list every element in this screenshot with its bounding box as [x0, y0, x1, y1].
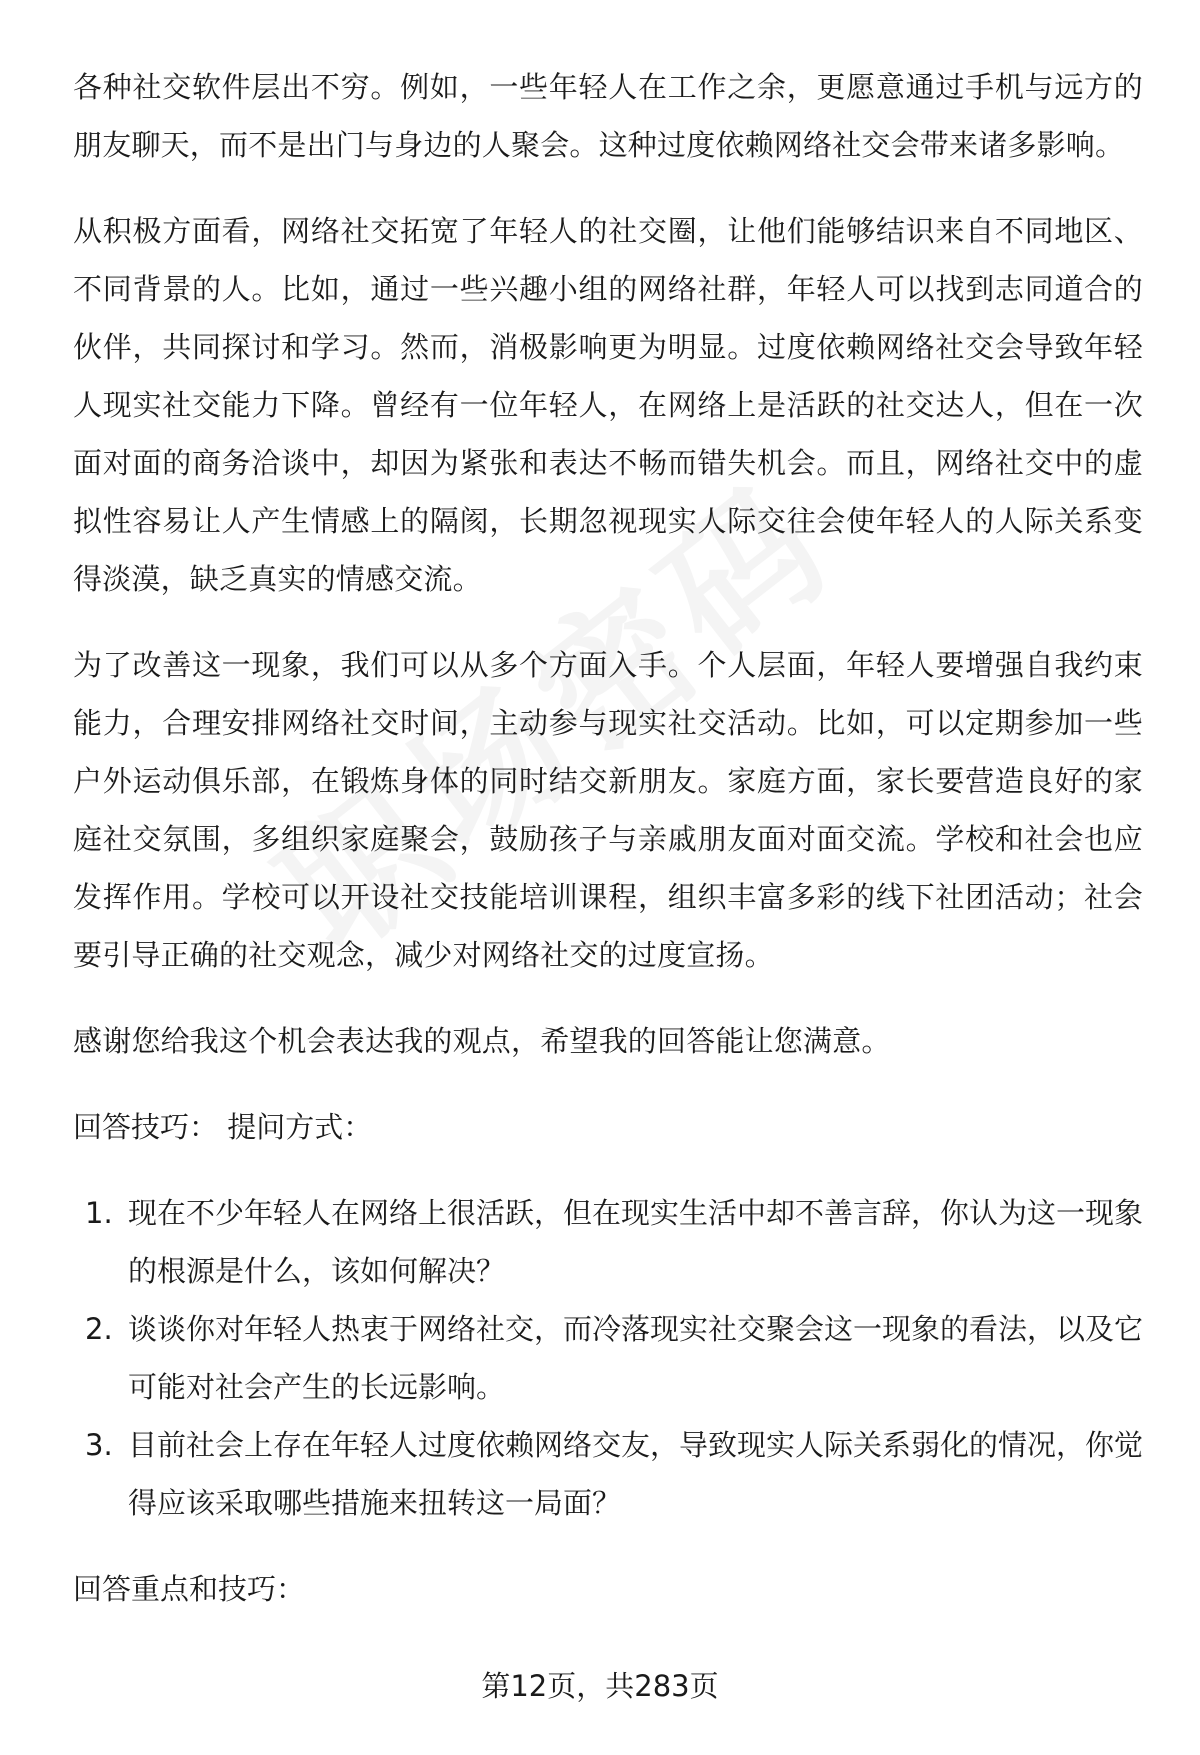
list-item [73, 1416, 1143, 1532]
list-number: 1. [85, 1196, 113, 1230]
question-text: 现在不少年轻人在网络上很活跃，但在现实生活中却不善言辞，你认为这一现象的根源是什么，该如何解决？ [128, 1196, 1144, 1288]
question-list [73, 1184, 1143, 1532]
document-body [73, 58, 1143, 1646]
list-item [73, 1184, 1143, 1300]
paragraph-solutions: 为了改善这一现象，我们可以从多个方面入手。个人层面，年轻人要增强自我约束能力，合理安排网络社交时间，主动参与现实社交活动。比如，可以定期参加一些户外运动俱乐部，在锻炼身体的同时结交新朋友。家庭方面，家长要营造良好的家庭社交氛围，多组织家庭聚会，鼓励孩子与亲戚朋友面对面交流。学校和社会也应发挥作用。学校可以开设社交技能培训课程，组织丰富多彩的线下社团活动；社会要引导正确的社交观念，减少对网络社交的过度宣扬。 [73, 648, 1143, 972]
question-text: 目前社会上存在年轻人过度依赖网络交友，导致现实人际关系弱化的情况，你觉得应该采取哪些措施来扭转这一局面？ [128, 1428, 1144, 1520]
paragraph-impact: 从积极方面看，网络社交拓宽了年轻人的社交圈，让他们能够结识来自不同地区、不同背景的人。比如，通过一些兴趣小组的网络社群，年轻人可以找到志同道合的伙伴，共同探讨和学习。然而，消极影响更为明显。过度依赖网络社交会导致年轻人现实社交能力下降。曾经有一位年轻人，在网络上是活跃的社交达人，但在一次面对面的商务洽谈中，却因为紧张和表达不畅而错失机会。而且，网络社交中的虚拟性容易让人产生情感上的隔阂，长期忽视现实人际交往会使年轻人的人际关系变得淡漠，缺乏真实的情感交流。 [73, 214, 1143, 596]
list-item [73, 1300, 1143, 1416]
page-footer: 第12页，共283页 [481, 1669, 719, 1703]
paragraph-thanks: 感谢您给我这个机会表达我的观点，希望我的回答能让您满意。 [73, 1024, 891, 1058]
list-number: 2. [85, 1312, 113, 1346]
paragraph-intro: 各种社交软件层出不穷。例如，一些年轻人在工作之余，更愿意通过手机与远方的朋友聊天，而不是出门与身边的人聚会。这种过度依赖网络社交会带来诸多影响。 [73, 70, 1143, 162]
question-text: 谈谈你对年轻人热衷于网络社交，而冷落现实社交聚会这一现象的看法，以及它可能对社会产生的长远影响。 [128, 1312, 1144, 1404]
key-points-heading: 回答重点和技巧： [73, 1572, 306, 1606]
tips-heading: 回答技巧： 提问方式： [73, 1110, 373, 1144]
list-number: 3. [85, 1428, 113, 1462]
